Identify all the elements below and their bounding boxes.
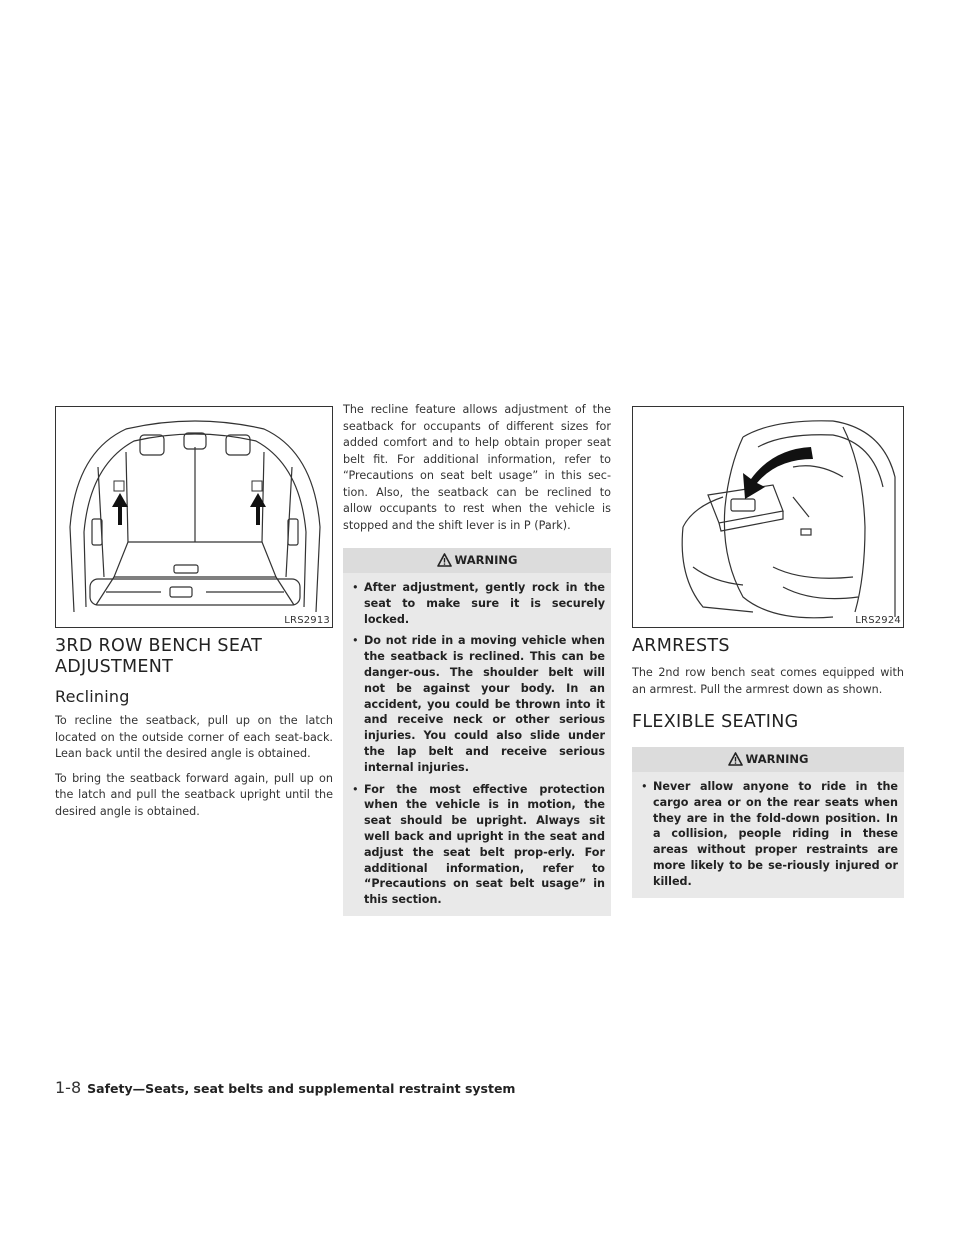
warning-title: WARNING [745,752,809,766]
armrests-paragraph: The 2nd row bench seat comes equipped with an armrest. Pull the armrest down as shown. [632,666,904,696]
paragraph: To recline the seatback, pull up on the latch located on the outside corner of each seat-back. Lean back until the desired angle is obtained. [55,714,333,760]
column-1 [55,406,333,828]
page-footer [55,1078,515,1097]
column-2 [343,402,611,916]
warning-triangle-icon [728,752,743,772]
warning-item: • After adjustment, gently rock in the seat to make sure it is securely locked. [349,580,605,627]
warning-header [343,548,611,573]
cargo-area-illustration [56,407,333,628]
chapter-title: Safety—Seats, seat belts and supplemental restraint system [87,1081,516,1096]
warning-body [343,573,611,916]
subsection-heading-reclining: Reclining [55,687,130,706]
page-number: 1-8 [55,1078,82,1097]
warning-title: WARNING [454,553,518,567]
warning-box [632,747,904,898]
armrest-illustration [633,407,904,628]
armrest-figure [632,406,904,628]
warning-triangle-icon [437,553,452,573]
figure-code: LRS2924 [855,615,901,626]
column-3 [632,406,904,898]
reclining-text [55,713,333,820]
recline-feature-paragraph: The recline feature allows adjustment of the seatback for occupants of different sizes for added comfort and to help obtain proper seat belt fit. For additional information, refer to “Precautions on seat belt usage” in this sec-tion. Also, the seatback can be reclined to allow occupants to rest when the vehicle is stopped and the shift lever is in P (Park). [343,403,611,532]
warning-header [632,747,904,772]
section-heading: 3RD ROW BENCH SEAT ADJUSTMENT [55,636,263,677]
warning-box [343,548,611,916]
flexible-seating-heading: FLEXIBLE SEATING [632,712,799,732]
warning-item: • For the most effective protection when the vehicle is in motion, the seat should be upright. Always sit well back and upright in the seat and adjust the seat belt prop-erly. For additional information, refer to “Precautions on seat belt usage” in this section. [349,782,605,908]
paragraph: To bring the seatback forward again, pull up on the latch and pull the seatback upright until the desired angle is obtained. [55,771,333,818]
cargo-area-seat-figure [55,406,333,628]
armrests-heading: ARMRESTS [632,636,730,656]
figure-code: LRS2913 [284,615,330,626]
warning-item: • Do not ride in a moving vehicle when the seatback is reclined. This can be danger-ous. The shoulder belt will not be against your body. In an accident, you could be thrown into it and receive neck or other serious injuries. You could also slide under the lap belt and receive serious internal injuries. [349,633,605,775]
warning-item: • Never allow anyone to ride in the cargo area or on the rear seats when they are in the fold-down position. In a collision, people riding in these areas without proper restraints are more likely to be se-riously injured or killed. [638,779,898,890]
warning-body [632,772,904,898]
